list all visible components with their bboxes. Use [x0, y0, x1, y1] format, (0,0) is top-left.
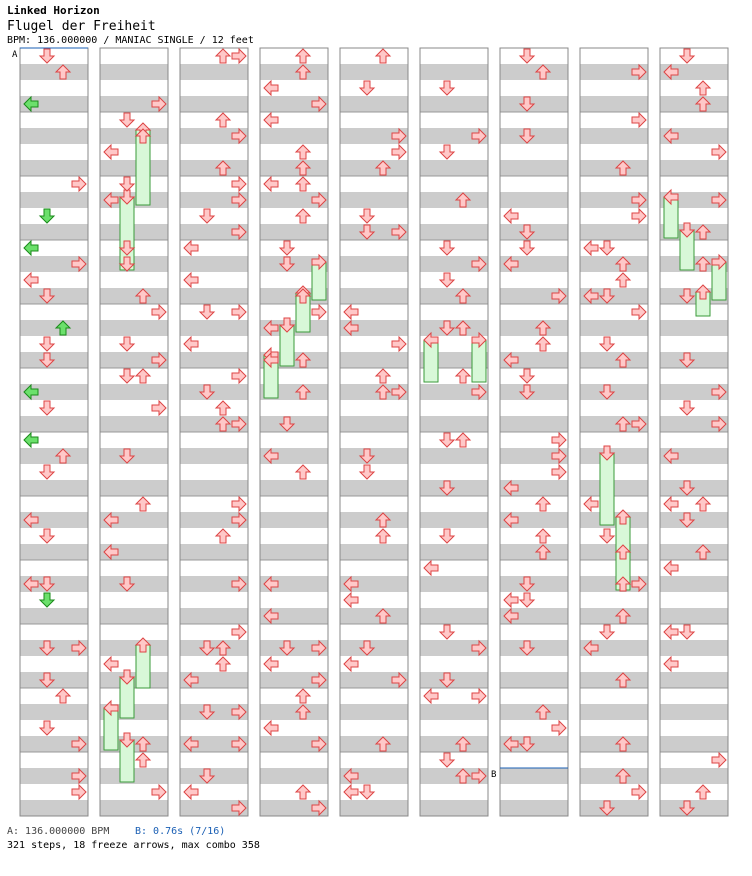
- stripe-band: [420, 64, 488, 80]
- up-arrow-icon: [216, 657, 230, 671]
- stripe-band: [260, 224, 328, 240]
- stripe-band: [420, 704, 488, 720]
- stripe-band: [340, 96, 408, 112]
- stripe-band: [660, 608, 728, 624]
- up-arrow-icon: [536, 337, 550, 351]
- up-arrow-icon: [296, 689, 310, 703]
- down-arrow-icon: [680, 49, 694, 63]
- song-title: Flugel der Freiheit: [7, 19, 156, 34]
- stripe-band: [340, 608, 408, 624]
- stripe-band: [500, 768, 568, 784]
- down-arrow-icon: [440, 241, 454, 255]
- stripe-band: [20, 160, 88, 176]
- up-arrow-icon: [136, 497, 150, 511]
- stripe-band: [180, 480, 248, 496]
- stripe-band: [420, 224, 488, 240]
- stripe-band: [340, 352, 408, 368]
- stripe-band: [100, 480, 168, 496]
- stripe-band: [100, 128, 168, 144]
- left-arrow-icon: [104, 145, 118, 159]
- right-arrow-icon: [232, 369, 246, 383]
- stripe-band: [340, 64, 408, 80]
- left-arrow-icon: [664, 497, 678, 511]
- stripe-band: [580, 128, 648, 144]
- right-arrow-icon: [232, 625, 246, 639]
- stripe-band: [180, 352, 248, 368]
- up-arrow-icon: [216, 113, 230, 127]
- stripe-band: [420, 512, 488, 528]
- stripe-band: [100, 320, 168, 336]
- up-arrow-icon: [136, 369, 150, 383]
- stripe-band: [340, 256, 408, 272]
- stripe-band: [340, 192, 408, 208]
- down-arrow-icon: [40, 721, 54, 735]
- down-arrow-icon: [440, 81, 454, 95]
- stripe-band: [500, 192, 568, 208]
- stripe-band: [20, 128, 88, 144]
- down-arrow-icon: [200, 209, 214, 223]
- down-arrow-icon: [120, 337, 134, 351]
- stripe-band: [580, 352, 648, 368]
- stripe-band: [20, 416, 88, 432]
- stripe-band: [420, 448, 488, 464]
- artist-name: Linked Horizon: [7, 4, 100, 17]
- right-arrow-icon: [72, 177, 86, 191]
- down-arrow-icon: [360, 785, 374, 799]
- stripe-band: [180, 160, 248, 176]
- stripe-band: [20, 704, 88, 720]
- stripe-band: [260, 768, 328, 784]
- right-arrow-icon: [152, 305, 166, 319]
- stripe-band: [420, 96, 488, 112]
- stripe-band: [420, 736, 488, 752]
- down-arrow-icon: [440, 145, 454, 159]
- left-arrow-icon: [664, 625, 678, 639]
- right-arrow-icon: [392, 337, 406, 351]
- stripe-band: [20, 320, 88, 336]
- stripe-band: [260, 160, 328, 176]
- stripe-band: [580, 736, 648, 752]
- left-arrow-icon: [24, 433, 38, 447]
- left-arrow-icon: [424, 561, 438, 575]
- right-arrow-icon: [232, 177, 246, 191]
- stripe-band: [20, 448, 88, 464]
- stripe-band: [500, 672, 568, 688]
- up-arrow-icon: [696, 497, 710, 511]
- right-arrow-icon: [632, 305, 646, 319]
- down-arrow-icon: [440, 753, 454, 767]
- down-arrow-icon: [360, 209, 374, 223]
- down-arrow-icon: [40, 337, 54, 351]
- down-arrow-icon: [40, 593, 54, 607]
- left-arrow-icon: [264, 113, 278, 127]
- stripe-band: [660, 544, 728, 560]
- stripe-band: [20, 192, 88, 208]
- down-arrow-icon: [40, 49, 54, 63]
- stripe-band: [100, 608, 168, 624]
- left-arrow-icon: [24, 273, 38, 287]
- stripe-band: [100, 640, 168, 656]
- stripe-band: [420, 160, 488, 176]
- stripe-band: [580, 544, 648, 560]
- stripe-band: [580, 608, 648, 624]
- stripe-band: [180, 320, 248, 336]
- stripe-band: [260, 512, 328, 528]
- stripe-band: [20, 64, 88, 80]
- right-arrow-icon: [552, 433, 566, 447]
- left-arrow-icon: [344, 593, 358, 607]
- stripe-band: [340, 288, 408, 304]
- stripe-band: [180, 544, 248, 560]
- down-arrow-icon: [40, 401, 54, 415]
- up-arrow-icon: [296, 465, 310, 479]
- down-arrow-icon: [600, 625, 614, 639]
- stripe-band: [100, 64, 168, 80]
- stripe-band: [500, 64, 568, 80]
- down-arrow-icon: [520, 49, 534, 63]
- right-arrow-icon: [632, 209, 646, 223]
- stripe-band: [20, 608, 88, 624]
- stripe-band: [340, 160, 408, 176]
- stripe-band: [580, 768, 648, 784]
- down-arrow-icon: [440, 433, 454, 447]
- stripe-band: [580, 224, 648, 240]
- stripe-band: [580, 320, 648, 336]
- up-arrow-icon: [616, 273, 630, 287]
- stripe-band: [580, 256, 648, 272]
- left-arrow-icon: [264, 81, 278, 95]
- stripe-band: [500, 416, 568, 432]
- down-arrow-icon: [120, 113, 134, 127]
- stripe-band: [340, 512, 408, 528]
- up-arrow-icon: [536, 529, 550, 543]
- stripe-band: [580, 704, 648, 720]
- stripe-band: [340, 704, 408, 720]
- right-arrow-icon: [152, 401, 166, 415]
- up-arrow-icon: [56, 689, 70, 703]
- stripe-band: [660, 768, 728, 784]
- up-arrow-icon: [456, 369, 470, 383]
- stripe-band: [500, 704, 568, 720]
- right-arrow-icon: [312, 305, 326, 319]
- stripe-band: [260, 64, 328, 80]
- down-arrow-icon: [440, 625, 454, 639]
- stripe-band: [20, 800, 88, 816]
- left-arrow-icon: [264, 657, 278, 671]
- left-arrow-icon: [344, 305, 358, 319]
- chart-stats: 321 steps, 18 freeze arrows, max combo 358: [7, 840, 260, 851]
- down-arrow-icon: [520, 241, 534, 255]
- left-arrow-icon: [184, 785, 198, 799]
- right-arrow-icon: [72, 785, 86, 799]
- down-arrow-icon: [360, 465, 374, 479]
- up-arrow-icon: [216, 49, 230, 63]
- bpm-a-legend: A: 136.000000 BPM: [7, 826, 110, 837]
- right-arrow-icon: [152, 785, 166, 799]
- down-arrow-icon: [360, 81, 374, 95]
- stripe-band: [660, 320, 728, 336]
- stripe-band: [420, 576, 488, 592]
- stripe-band: [340, 544, 408, 560]
- left-arrow-icon: [344, 785, 358, 799]
- down-arrow-icon: [600, 241, 614, 255]
- stripe-band: [660, 160, 728, 176]
- down-arrow-icon: [200, 305, 214, 319]
- left-arrow-icon: [504, 593, 518, 607]
- right-arrow-icon: [632, 785, 646, 799]
- stripe-band: [100, 160, 168, 176]
- left-arrow-icon: [584, 497, 598, 511]
- up-arrow-icon: [296, 209, 310, 223]
- stripe-band: [340, 800, 408, 816]
- down-arrow-icon: [40, 529, 54, 543]
- stripe-band: [420, 192, 488, 208]
- stripe-band: [420, 288, 488, 304]
- freeze-arrow: [600, 453, 614, 525]
- up-arrow-icon: [216, 401, 230, 415]
- stripe-band: [20, 224, 88, 240]
- bpm-b-legend: B: 0.76s (7/16): [135, 826, 226, 837]
- stripe-band: [580, 672, 648, 688]
- down-arrow-icon: [680, 625, 694, 639]
- up-arrow-icon: [296, 145, 310, 159]
- stripe-band: [660, 672, 728, 688]
- chart-meta: BPM: 136.000000 / MANIAC SINGLE / 12 feet: [7, 35, 254, 46]
- stripe-band: [260, 128, 328, 144]
- down-arrow-icon: [280, 241, 294, 255]
- up-arrow-icon: [456, 433, 470, 447]
- stripe-band: [420, 800, 488, 816]
- stripe-band: [180, 288, 248, 304]
- marker-b: B: [491, 770, 497, 780]
- up-arrow-icon: [136, 753, 150, 767]
- right-arrow-icon: [552, 721, 566, 735]
- down-arrow-icon: [600, 529, 614, 543]
- stripe-band: [260, 544, 328, 560]
- left-arrow-icon: [264, 177, 278, 191]
- down-arrow-icon: [440, 273, 454, 287]
- stripe-band: [660, 704, 728, 720]
- stripe-band: [180, 64, 248, 80]
- stripe-band: [420, 608, 488, 624]
- stripe-band: [180, 608, 248, 624]
- stripe-band: [340, 416, 408, 432]
- down-arrow-icon: [120, 177, 134, 191]
- stripe-band: [180, 448, 248, 464]
- down-arrow-icon: [120, 369, 134, 383]
- stripe-band: [500, 320, 568, 336]
- stripe-band: [260, 480, 328, 496]
- right-arrow-icon: [712, 145, 726, 159]
- up-arrow-icon: [696, 785, 710, 799]
- down-arrow-icon: [520, 369, 534, 383]
- left-arrow-icon: [584, 241, 598, 255]
- right-arrow-icon: [712, 753, 726, 767]
- left-arrow-icon: [504, 209, 518, 223]
- right-arrow-icon: [232, 49, 246, 63]
- stripe-band: [420, 416, 488, 432]
- right-arrow-icon: [392, 145, 406, 159]
- stripe-band: [100, 384, 168, 400]
- stripe-band: [660, 640, 728, 656]
- up-arrow-icon: [376, 529, 390, 543]
- stripe-band: [20, 480, 88, 496]
- left-arrow-icon: [344, 657, 358, 671]
- left-arrow-icon: [184, 241, 198, 255]
- down-arrow-icon: [680, 401, 694, 415]
- down-arrow-icon: [40, 209, 54, 223]
- up-arrow-icon: [296, 785, 310, 799]
- left-arrow-icon: [184, 337, 198, 351]
- left-arrow-icon: [104, 657, 118, 671]
- stripe-band: [100, 416, 168, 432]
- marker-a: A: [12, 50, 18, 60]
- stripe-band: [500, 544, 568, 560]
- stripe-band: [660, 736, 728, 752]
- stripe-band: [180, 96, 248, 112]
- down-arrow-icon: [440, 529, 454, 543]
- left-arrow-icon: [424, 689, 438, 703]
- stripe-band: [260, 704, 328, 720]
- right-arrow-icon: [552, 465, 566, 479]
- stripe-band: [340, 736, 408, 752]
- down-arrow-icon: [600, 337, 614, 351]
- down-arrow-icon: [40, 465, 54, 479]
- right-arrow-icon: [472, 689, 486, 703]
- up-arrow-icon: [216, 529, 230, 543]
- stripe-band: [340, 480, 408, 496]
- stripe-band: [500, 160, 568, 176]
- left-arrow-icon: [664, 657, 678, 671]
- stripe-band: [100, 800, 168, 816]
- stripe-band: [100, 288, 168, 304]
- stripe-band: [580, 96, 648, 112]
- up-arrow-icon: [376, 369, 390, 383]
- left-arrow-icon: [24, 241, 38, 255]
- up-arrow-icon: [376, 49, 390, 63]
- right-arrow-icon: [632, 113, 646, 127]
- up-arrow-icon: [296, 49, 310, 63]
- stripe-band: [20, 544, 88, 560]
- down-arrow-icon: [520, 593, 534, 607]
- up-arrow-icon: [696, 81, 710, 95]
- left-arrow-icon: [264, 721, 278, 735]
- up-arrow-icon: [296, 177, 310, 191]
- right-arrow-icon: [232, 497, 246, 511]
- stripe-band: [660, 96, 728, 112]
- right-arrow-icon: [232, 305, 246, 319]
- stripe-band: [660, 576, 728, 592]
- stripe-band: [420, 544, 488, 560]
- stripe-band: [500, 800, 568, 816]
- stripe-band: [580, 160, 648, 176]
- stripe-band: [180, 256, 248, 272]
- left-arrow-icon: [184, 273, 198, 287]
- up-arrow-icon: [536, 497, 550, 511]
- left-arrow-icon: [664, 561, 678, 575]
